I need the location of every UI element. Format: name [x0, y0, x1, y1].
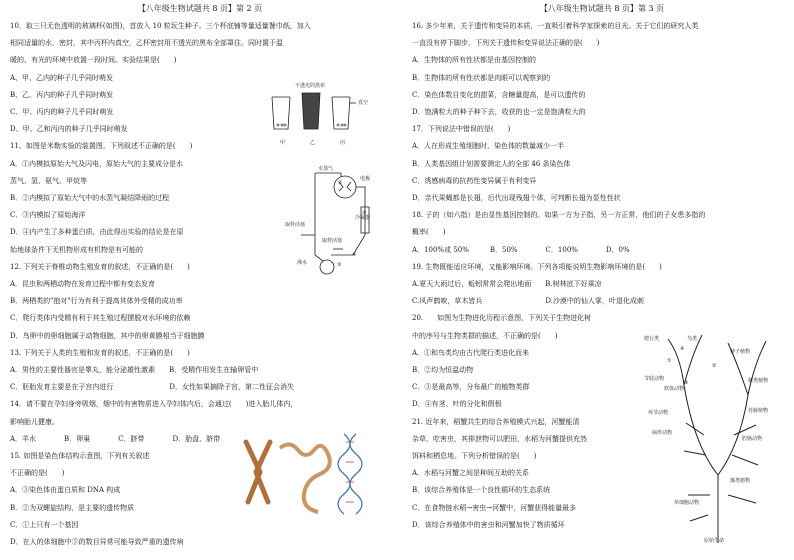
question-line: A．③染色体由蛋白质和 DNA 构成 [10, 486, 121, 495]
question-line: 暖的、有光的环境中放置一段时间。实验结果是( ) [10, 56, 177, 65]
miller-label-1: ① [338, 180, 343, 186]
left-page-header: 【八年级生物试题共 8 页】第 2 页 [137, 4, 263, 13]
question-line: B．人类基因组计划需要测定人的全部 46 条染色体 [412, 159, 571, 168]
figure-label-vacuum: 真空 [358, 100, 369, 106]
question-line: 15. 如图是染色体结构示意图，下列有关叙述 [10, 452, 150, 460]
evolution-tree-label: ① [667, 358, 672, 364]
evolution-tree-label: 藻类植物 [730, 478, 751, 484]
question-line: D．④有茎、叶的分化和假根 [412, 400, 502, 409]
evolution-tree-label: 腔肠动物 [742, 436, 763, 442]
miller-label-3: ③ [337, 262, 342, 268]
question-line: D．亲代果蝇都是长翅，后代出现残翅个体，可判断长翅为显性性状 [412, 194, 621, 202]
question-line: A．昆虫和两栖动物在发育过程中都有变态发育 [10, 280, 156, 288]
evolution-tree-label: 爬行类 [644, 336, 660, 342]
evolution-tree-label: 蕨类植物 [748, 378, 769, 384]
question-line: B、乙、丙内的种子几乎同时萌发 [10, 90, 114, 99]
miller-label-boiling-water: 沸水 [297, 260, 308, 266]
question-line: C.风声鹤唳，草木皆兵 D.沙漠中的仙人掌，叶退化成刺 [412, 297, 644, 306]
question-line: 19. 生物既能适应环境，又能影响环境。下列各项能说明生物影响环境的是( ) [412, 262, 662, 271]
evolution-tree-label: ④ [680, 346, 685, 352]
question-line: 14．请不要在孕妇身旁吸烟，烟中的有害物质进入孕妇体内后，会通过( )进入胎儿体内， [10, 400, 298, 409]
question-line: 18. 子的（如六指）是由显性基因控制的。如果一方为子指，另一方正常，他们的子女患多指的 [412, 211, 706, 220]
question-line: 饵料和栖息地。下列分析错误的是( ) [412, 452, 537, 460]
evolution-tree-label: 环节动物 [648, 410, 669, 416]
question-line: A．生物体的所有性状都是由基因控制的 [412, 56, 537, 65]
question-line: 12. 下列关于脊椎动物生殖发育的叙述，不正确的是( ) [10, 262, 190, 271]
question-line: A．羊水 B．卵巢 C．脐带 D．胎盘、脐带 [10, 434, 221, 443]
question-line: C．染色体数目变化的甜菜，含糖量提高，是可以遗传的 [412, 90, 586, 99]
question-line: 不正确的是( ) [10, 469, 65, 478]
question-line: 相同适量的水，密封，其中丙杯内真空，乙杯密封用不透光的黑布全部罩住。同时置于温 [10, 39, 283, 48]
figure-label-cup-c: 丙 [340, 140, 346, 146]
question-line: A.夏天大雨过后，蚯蚓常常会爬出地面 B.树林底下好乘凉 [412, 280, 602, 288]
question-line: 中的序号与生物类群的描述，不正确的是( ) [412, 331, 558, 340]
left-page-column [10, 0, 390, 560]
miller-label-2: ② [362, 210, 367, 216]
question-line: D．该综合养殖体中的害虫和河蟹加快了物质循环 [412, 520, 565, 529]
question-line: C．胚胎发育主要是在子宫内进行 D．女性如果摘除子宫，第二性征会消失 [10, 383, 294, 392]
question-line: C．③内模拟了原始海洋 [10, 211, 86, 220]
question-line: 16. 多少年来，关于遗传和变异的本质，一直吸引着科学家探索的目光。关于它们的研究人类 [412, 22, 699, 30]
question-line: B．②为双螺旋结构，是主要的遗传物质 [10, 503, 135, 512]
question-line: D．饱满粒大的种子种下去，收获的也一定是饱满粒大的 [412, 108, 586, 116]
question-line: D．鸟卵中的卵细胞属于动物细胞，其中的卵黄膜相当于细胞膜 [10, 331, 205, 340]
question-line: A、甲、乙内的种子几乎同时萌发 [10, 73, 114, 82]
question-line: 概率( ) [412, 228, 446, 237]
evolution-tree-label: 单细胞动物 [674, 500, 700, 506]
evolution-tree-label: ③ [684, 380, 689, 386]
question-line: B．生物体的所有性状都是肉眼可以观察到的 [412, 73, 551, 82]
miller-label-electrode: 电极 [360, 176, 371, 182]
question-line: 影响胎儿健康。 [10, 417, 59, 426]
question-line: C．诱感病毒的抗药性变异属于有利变异 [412, 176, 537, 185]
evolution-tree-label: 苔藓植物 [748, 408, 769, 414]
question-line: A．男性的主要性器官是睾丸，能分泌雄性激素 B．受精作用发生在输卵管中 [10, 366, 259, 374]
question-line: 17．下列说法中错误的是( ) [412, 125, 511, 134]
question-line: D．④内产生了多种蛋白质，由此得出实验的结论是在原 [10, 228, 184, 237]
evolution-tree-label: 原始生命 [704, 538, 725, 544]
miller-label-4: ④ [352, 252, 357, 258]
question-line: 21. 近年来，稻蟹共生的综合养殖模式兴起，河蟹能清 [412, 417, 580, 426]
question-line: C．①上只有一个基因 [10, 520, 79, 529]
evolution-tree-label: 节肢动物 [644, 376, 665, 382]
question-line: D．在人的体细胞中③的数目异常可能导致严重的遗传病 [10, 538, 184, 546]
evolution-tree-label: 种子植物 [730, 349, 751, 355]
evolution-tree-label: 软体动物 [664, 386, 685, 392]
question-line: A．①和鸟类均由古代爬行类进化而来 [412, 348, 530, 357]
miller-label-sample-valve-1: 取样活塞 [285, 222, 306, 228]
question-line: C．③是最高等，分布最广的植物类群 [412, 383, 530, 392]
question-line: 13. 下列关于人类的生殖和发育的叙述，不正确的是( ) [10, 348, 190, 357]
question-line: 杂草，吃害虫，其排泄物可以肥田，水稻为河蟹提供充然 [412, 434, 587, 443]
figure-label-cup-a: 甲 [280, 140, 286, 146]
question-line: A．水稻与河蟹之间是种间互助的关系 [412, 469, 530, 478]
right-page-header: 【八年级生物试题共 8 页】第 3 页 [539, 4, 665, 13]
evolution-tree-label: 鸟类 [687, 336, 698, 342]
question-line: 10．取三只无色透明的玻璃杯(如图)，首放入 10 粒玩生种子。三个杯底铺等量适量餐巾纸，加入 [10, 22, 311, 30]
miller-label-steam: 水蒸气 [318, 166, 334, 172]
evolution-tree-label: 扁形动物 [652, 430, 673, 436]
right-page-column [412, 0, 792, 560]
question-line: C．在食物链水稻→害虫→河蟹中，河蟹获得能量最多 [412, 503, 577, 512]
chromosome-structure-figure [240, 428, 380, 518]
evolution-tree-label: ② [712, 363, 717, 369]
question-line: B．②内模拟了原始大气中的水蒸气凝结降雨的过程 [10, 194, 170, 202]
question-line: 始地球条件下无机物形成有机物是有可能的 [10, 245, 143, 254]
question-line: 蒸气、氢、氨气、甲烷等 [10, 176, 87, 185]
question-line: B．该综合养殖体是一个良性循环的生态系统 [412, 486, 551, 495]
question-line: 一直没有停下脚步，下列关于遗传和变异说法正确的是( ) [412, 39, 600, 48]
question-line: B．②均为恒温动物 [412, 366, 474, 374]
figure-label-cup-b: 乙 [310, 140, 316, 146]
question-line: A．人在形成生殖细胞时，染色体的数量减少一半 [412, 142, 565, 151]
question-line: 20. 如图为生物进化历程示意图，下列关于生物进化树 [412, 314, 592, 323]
question-line: 11、如图是米勒实验的装置图，下列叙述不正确的是( ) [10, 142, 193, 151]
question-line: A．①内模拟原始大气及闪电，原始大气的主要成分是水 [10, 159, 184, 168]
question-line: C．爬行类体内受精有利于其生殖过程摆脱对水环境的依赖 [10, 314, 191, 323]
question-line: B．两栖类的"抱对"行为有利于提高其体外受精的成功率 [10, 297, 183, 306]
miller-label-condenser: 冷凝器 [355, 215, 371, 221]
question-line: A．100%或 50% B．50% C．100% D．0% [412, 245, 630, 254]
question-line: D、甲、乙和丙内的种子几乎同时萌发 [10, 125, 128, 134]
figure-label-black-cloth: 不透光的黑布 [295, 83, 326, 89]
question-line: C、甲、丙内的种子几乎同时萌发 [10, 108, 114, 116]
miller-label-sample-valve-2: 取样活塞 [322, 238, 343, 244]
